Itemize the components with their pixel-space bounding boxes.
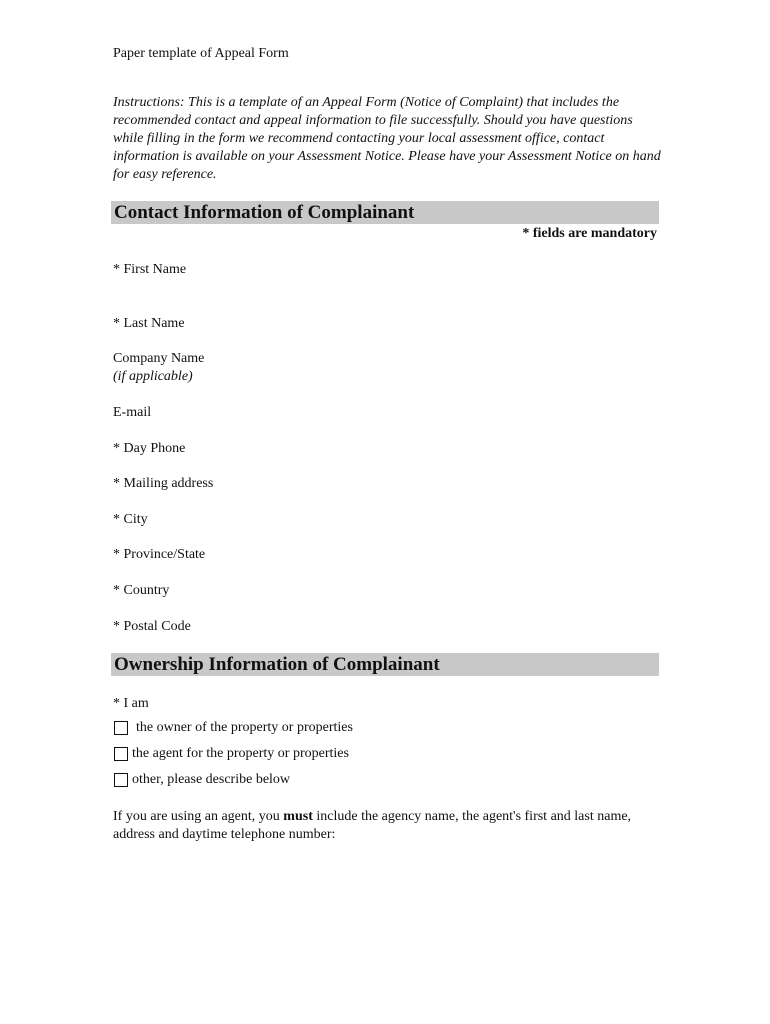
i-am-label: * I am — [113, 696, 149, 711]
agent-text-before: If you are using an agent, you — [113, 809, 284, 824]
instructions-text: Instructions: This is a template of an Appeal Form (Notice of Complaint) that includes the recommended contact and appeal information to file successfully. Should you have questions while filling in the form we recommend contacting your local assessment office, contact information is available on your Assessment Notice. Please have your Assessment Notice on hand for easy reference. — [113, 95, 661, 182]
contact-section-heading: Contact Information of Complainant — [111, 201, 659, 224]
owner-option[interactable] — [114, 719, 353, 737]
company-name-label — [113, 350, 204, 386]
postal-code-label: * Postal Code — [113, 619, 191, 634]
document-title: Paper template of Appeal Form — [113, 46, 289, 61]
agent-checkbox[interactable] — [114, 747, 128, 761]
other-option[interactable] — [114, 771, 290, 789]
owner-option-label: the owner of the property or properties — [136, 720, 353, 735]
owner-checkbox[interactable] — [114, 721, 128, 735]
email-label: E-mail — [113, 405, 152, 420]
mandatory-fields-note: * fields are mandatory — [522, 226, 657, 241]
agent-option-label: the agent for the property or properties — [132, 746, 349, 761]
first-name-label: * First Name — [113, 262, 187, 277]
day-phone-label: * Day Phone — [113, 441, 186, 456]
mailing-address-label: * Mailing address — [113, 476, 214, 491]
agent-text-emphasis: must — [283, 809, 313, 824]
agent-text-after: include the agency name, the agent's first and last name, address and daytime telephone number: — [113, 809, 632, 842]
country-label: * Country — [113, 583, 170, 598]
company-name-text: Company Name — [113, 351, 205, 366]
other-option-label: other, please describe below — [132, 772, 291, 787]
province-state-label: * Province/State — [113, 547, 206, 562]
city-label: * City — [113, 512, 148, 527]
agent-option[interactable] — [114, 745, 349, 763]
last-name-label: * Last Name — [113, 316, 185, 331]
company-name-note: (if applicable) — [113, 369, 193, 384]
other-checkbox[interactable] — [114, 773, 128, 787]
ownership-section-heading: Ownership Information of Complainant — [111, 653, 659, 676]
agent-instructions — [113, 808, 653, 844]
